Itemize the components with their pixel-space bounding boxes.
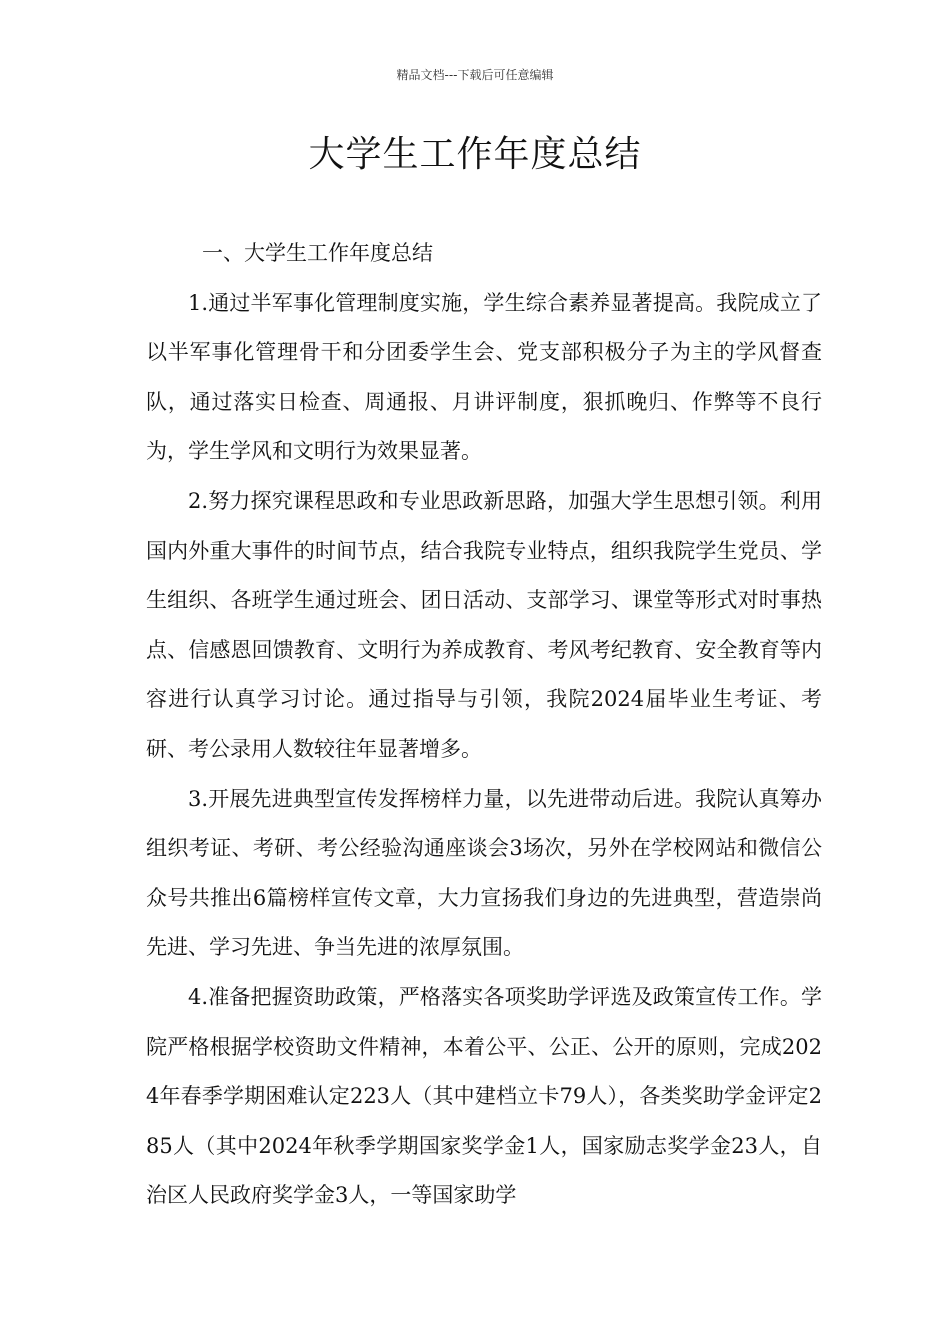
header-note: 精品文档---下载后可任意编辑 (396, 68, 554, 82)
document-title: 大学生工作年度总结 (308, 134, 642, 175)
paragraph-4: 4.准备把握资助政策，严格落实各项奖助学评选及政策宣传工作。学院严格根据学校资助文件精神，本着公平、公正、公开的原则，完成2024年春季学期困难认定223人（其中建档立卡79人），各类奖助学金评定285人（其中2024年秋季学期国家奖学金1人，国家励志奖学金23人，自治区人民政府奖学金3人，一等国家助学 (146, 984, 822, 1208)
paragraph-1: 1.通过半军事化管理制度实施，学生综合素养显著提高。我院成立了以半军事化管理骨干和分团委学生会、党支部积极分子为主的学风督查队，通过落实日检查、周通报、月讲评制度，狠抓晚归、作弊等不良行为，学生学风和文明行为效果显著。 (146, 290, 822, 464)
paragraph-3: 3.开展先进典型宣传发挥榜样力量，以先进带动后进。我院认真筹办组织考证、考研、考公经验沟通座谈会3场次，另外在学校网站和微信公众号共推出6篇榜样宣传文章，大力宣扬我们身边的先进典型，营造崇尚先进、学习先进、争当先进的浓厚氛围。 (146, 786, 822, 960)
document-body (146, 229, 822, 1221)
paragraph-2: 2.努力探究课程思政和专业思政新思路，加强大学生思想引领。利用国内外重大事件的时间节点，结合我院专业特点，组织我院学生党员、学生组织、各班学生通过班会、团日活动、支部学习、课堂等形式对时事热点、信感恩回馈教育、文明行为养成教育、考风考纪教育、安全教育等内容进行认真学习讨论。通过指导与引领，我院2024届毕业生考证、考研、考公录用人数较往年显著增多。 (146, 488, 822, 761)
section-heading: 一、大学生工作年度总结 (202, 241, 433, 265)
